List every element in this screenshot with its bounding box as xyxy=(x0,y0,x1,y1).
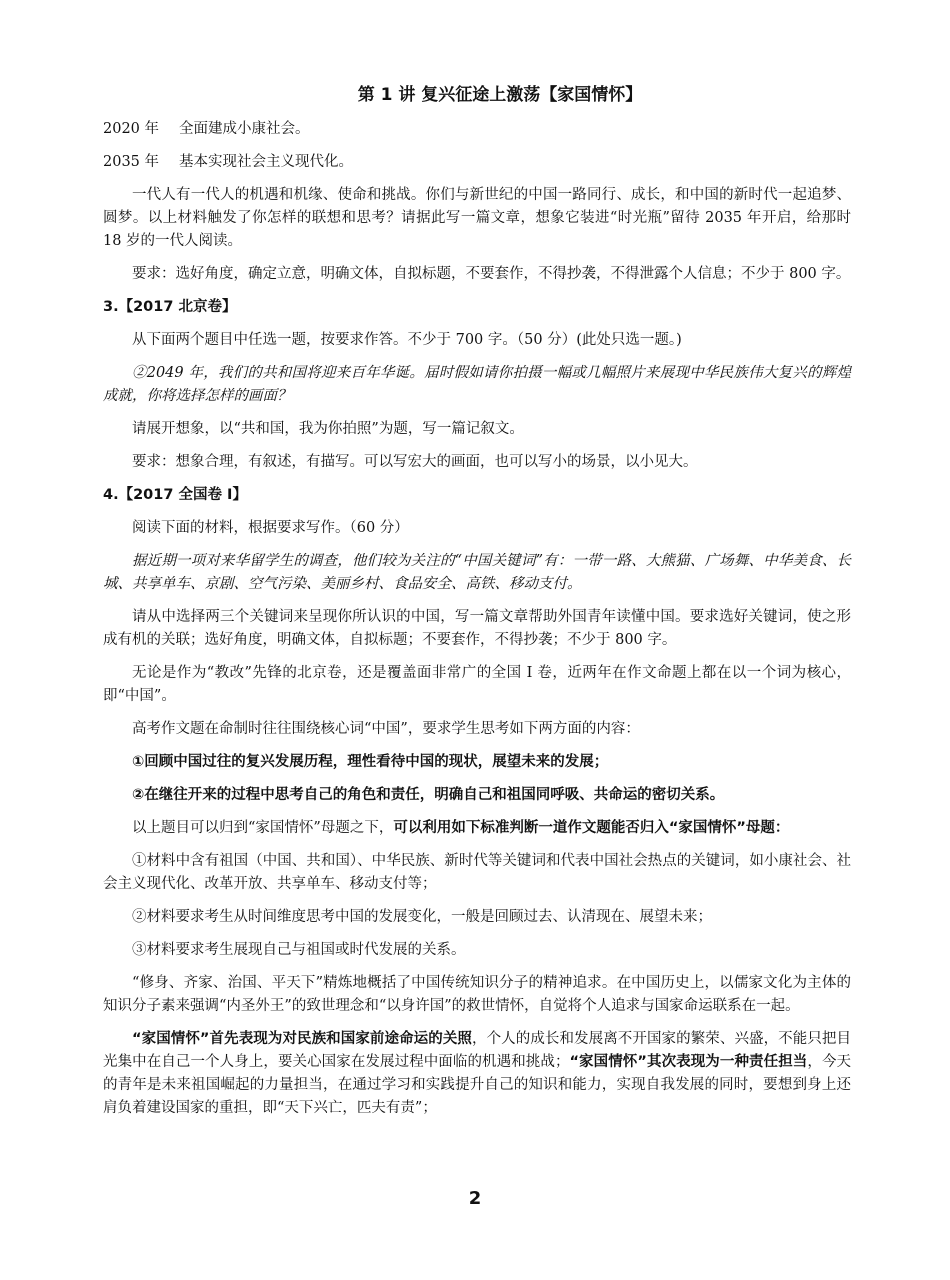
criteria-intro-bold: 可以利用如下标准判断一道作文题能否归入“家国情怀”母题： xyxy=(393,820,790,836)
timeline-2020 xyxy=(103,118,851,141)
key-point-2: ②在继往开来的过程中思考自己的角色和责任，明确自己和祖国同呼吸、共命运的密切关系。 xyxy=(132,787,725,803)
beijing-task: 请展开想象，以“共和国，我为你拍照”为题，写一篇记叙文。 xyxy=(132,421,524,437)
national-instruction: 阅读下面的材料，根据要求写作。（60 分） xyxy=(132,520,409,536)
intro-paragraph: 一代人有一代人的机遇和机缘、使命和挑战。你们与新世纪的中国一路同行、成长，和中国的新时代一起追梦、圆梦。以上材料触发了你怎样的联想和思考？请据此写一篇文章，想象它装进“时光瓶”留待 2035 年开启，给那时 18 岁的一代人阅读。 xyxy=(103,187,851,249)
beijing-prompt: ②2049 年，我们的共和国将迎来百年华诞。届时假如请你拍摄一幅或几幅照片来展现中华民族伟大复兴的辉煌成就，你将选择怎样的画面？ xyxy=(103,365,851,404)
national-material: 据近期一项对来华留学生的调查，他们较为关注的“中国关键词”有：一带一路、大熊猫、广场舞、中华美食、长城、共享单车、京剧、空气污染、美丽乡村、食品安全、高铁、移动支付。 xyxy=(103,553,851,592)
key-point-1: ①回顾中国过往的复兴发展历程，理性看待中国的现状，展望未来的发展； xyxy=(132,754,609,770)
year-label: 2020 年 xyxy=(103,121,160,137)
patriotism-text-2: ，今天的青年是未来祖国崛起的力量担当，在通过学习和实践提升自己的知识和能力，实现自我发展的同时，要想到身上还肩负着建设国家的重担，即“天下兴亡，匹夫有责”； xyxy=(103,1054,852,1116)
document-body xyxy=(103,118,851,1130)
section-heading-4: 4.【2017 全国卷 I】 xyxy=(103,487,247,503)
year-goal: 基本实现社会主义现代化。 xyxy=(179,154,353,170)
patriotism-paragraph xyxy=(103,1028,851,1120)
criteria-intro xyxy=(103,817,851,840)
beijing-requirement: 要求：想象合理，有叙述，有描写。可以写宏大的画面，也可以写小的场景，以小见大。 xyxy=(132,454,698,470)
criteria-intro-text: 以上题目可以归到“家国情怀”母题之下， xyxy=(132,820,394,836)
year-goal: 全面建成小康社会。 xyxy=(179,121,310,137)
analysis-paragraph-2: 高考作文题在命制时往往围绕核心词“中国”，要求学生思考如下两方面的内容： xyxy=(132,721,640,737)
national-task: 请从中选择两三个关键词来呈现你所认识的中国，写一篇文章帮助外国青年读懂中国。要求选好关键词，使之形成有机的关联；选好角度，明确文体，自拟标题；不要套作，不得抄袭；不少于 800 字。 xyxy=(103,609,851,648)
timeline-2035 xyxy=(103,151,851,174)
section-heading-3: 3.【2017 北京卷】 xyxy=(103,299,237,315)
patriotism-text-1: ，个人的成长和发展离不开国家的繁荣、兴盛，不能只把目光集中在自己一个人身上，要关心国家在发展过程中面临的机遇和挑战； xyxy=(103,1031,852,1070)
beijing-instruction: 从下面两个题目中任选一题，按要求作答。不少于 700 字。（50 分）(此处只选一题。) xyxy=(132,332,682,348)
analysis-paragraph-1: 无论是作为“教改”先锋的北京卷，还是覆盖面非常广的全国 I 卷，近两年在作文命题上都在以一个词为核心，即“中国”。 xyxy=(103,665,851,704)
page-number: 2 xyxy=(468,1188,482,1209)
xiushen-paragraph: “修身、齐家、治国、平天下”精炼地概括了中国传统知识分子的精神追求。在中国历史上，以儒家文化为主体的知识分子素来强调“内圣外王”的致世理念和“以身许国”的救世情怀，自觉将个人追求与国家命运联系在一起。 xyxy=(103,975,851,1014)
patriotism-bold-2: “家国情怀”其次表现为一种责任担当 xyxy=(569,1054,808,1070)
criterion-1: ①材料中含有祖国（中国、共和国）、中华民族、新时代等关键词和代表中国社会热点的关键词，如小康社会、社会主义现代化、改革开放、共享单车、移动支付等； xyxy=(103,853,851,892)
criterion-2: ②材料要求考生从时间维度思考中国的发展变化，一般是回顾过去、认清现在、展望未来； xyxy=(132,909,712,925)
patriotism-bold-1: “家国情怀”首先表现为对民族和国家前途命运的关照 xyxy=(132,1031,472,1047)
requirement-paragraph: 要求：选好角度，确定立意，明确文体，自拟标题，不要套作，不得抄袭，不得泄露个人信息；不少于 800 字。 xyxy=(132,266,851,282)
year-label: 2035 年 xyxy=(103,154,160,170)
criterion-3: ③材料要求考生展现自己与祖国或时代发展的关系。 xyxy=(132,942,466,958)
lesson-title: 第 1 讲 复兴征途上激荡【家国情怀】 xyxy=(357,85,643,105)
